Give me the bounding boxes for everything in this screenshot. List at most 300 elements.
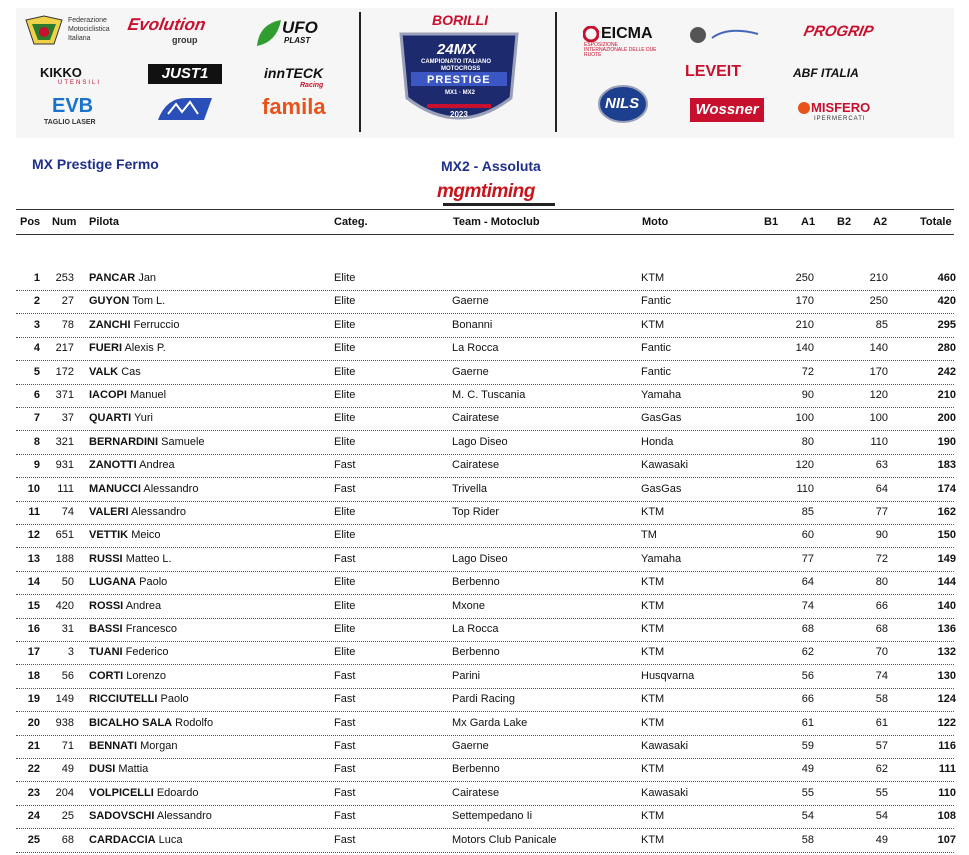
a2-cell: 77 [875, 506, 888, 518]
moto-cell: Kawasaki [641, 786, 689, 799]
a2-cell: 63 [875, 459, 888, 472]
rider-first-name: Alessandro [156, 810, 212, 823]
a2-cell: 70 [875, 646, 888, 659]
rider-last-name: MANUCCI [89, 482, 141, 495]
categ-cell: Fast [334, 810, 356, 823]
rider-first-name: Andrea [139, 459, 175, 472]
a2-cell: 55 [875, 786, 888, 799]
just1-logo: JUST1 [148, 64, 222, 84]
num-cell: 253 [55, 272, 74, 284]
a1-cell: 90 [801, 389, 814, 401]
pos-cell: 3 [33, 318, 40, 331]
pilota-cell [89, 787, 198, 799]
moto-cell: KTM [641, 599, 665, 612]
a1-cell: 80 [801, 435, 814, 448]
categ-cell: Elite [334, 342, 356, 355]
team-cell: Lago Diseo [452, 552, 508, 565]
evb-sub: TAGLIO LASER [44, 119, 96, 126]
num-cell: 3 [67, 646, 74, 659]
a1-cell: 66 [801, 693, 814, 706]
pos-cell: 20 [27, 716, 40, 729]
categ-cell: Fast [334, 833, 356, 846]
pos-cell: 11 [28, 506, 40, 518]
a1-cell: 110 [796, 482, 814, 495]
col-header-a2: A2 [873, 216, 888, 228]
moto-cell: Honda [641, 435, 674, 448]
rider-first-name: Matteo L. [125, 552, 172, 565]
table-row [16, 713, 954, 736]
eicma-sub: ESPOSIZIONE INTERNAZIONALE DELLE DUE RUOTE [584, 42, 657, 58]
rider-first-name: Paolo [160, 693, 189, 706]
rider-last-name: VOLPICELLI [89, 786, 154, 799]
a1-cell: 250 [795, 272, 814, 284]
a2-cell: 62 [875, 763, 888, 776]
a2-cell: 100 [869, 412, 888, 425]
categ-cell: Elite [334, 529, 356, 542]
num-cell: 938 [55, 716, 74, 729]
rider-first-name: Samuele [161, 435, 205, 448]
col-header-num: Num [52, 216, 77, 228]
rider-last-name: BERNARDINI [89, 435, 159, 448]
moto-cell: Kawasaki [641, 459, 689, 472]
moto-cell: Husqvarna [641, 669, 695, 682]
table-row [16, 385, 954, 408]
a2-cell: 57 [875, 740, 888, 752]
categ-cell: Fast [334, 786, 356, 799]
num-cell: 931 [55, 459, 74, 472]
nils-logo: NILS [605, 95, 640, 112]
categ-cell: Elite [334, 365, 356, 378]
moto-cell: KTM [641, 693, 665, 706]
a2-cell: 54 [875, 810, 888, 823]
team-cell: Bonanni [452, 318, 493, 331]
moto-cell: GasGas [641, 482, 682, 495]
totale-cell: 136 [937, 623, 956, 635]
pilota-cell [89, 740, 177, 752]
table-row [16, 408, 954, 431]
pilota-cell [89, 763, 148, 775]
team-cell: Cairatese [452, 459, 500, 472]
header-rule-bottom [16, 234, 954, 235]
a1-cell: 61 [801, 716, 814, 729]
pilota-cell [89, 810, 212, 822]
pilota-cell [89, 389, 166, 401]
badge-classes: MX1 · MX2 [445, 90, 476, 96]
categ-cell: Fast [334, 763, 356, 776]
timing-logo [437, 181, 535, 203]
table-row [16, 736, 954, 759]
moto-cell: Fantic [641, 365, 671, 378]
team-cell: La Rocca [452, 623, 499, 635]
a2-cell: 85 [875, 318, 888, 331]
pilota-cell [89, 670, 166, 682]
totale-cell: 183 [937, 459, 956, 472]
categ-cell: Elite [334, 599, 356, 612]
col-header-totale: Totale [920, 216, 952, 228]
rider-last-name: VETTIK [89, 529, 129, 542]
totale-cell: 132 [937, 646, 956, 659]
table-row [16, 619, 954, 642]
moto-cell: Yamaha [641, 389, 682, 401]
header-rule-top [16, 209, 954, 210]
pos-cell: 23 [27, 786, 40, 799]
a1-cell: 100 [795, 412, 814, 425]
a1-cell: 120 [795, 459, 814, 472]
categ-cell: Fast [334, 693, 356, 706]
a1-cell: 49 [801, 763, 814, 776]
team-cell: Top Rider [452, 506, 500, 518]
num-cell: 74 [61, 506, 74, 518]
a1-cell: 55 [801, 786, 814, 799]
timing-logo-text: mgmtiming [437, 181, 535, 202]
totale-cell: 200 [937, 412, 956, 425]
table-row [16, 642, 954, 665]
table-row [16, 432, 954, 455]
rider-last-name: BENNATI [89, 740, 138, 752]
a1-cell: 77 [801, 552, 814, 565]
moto-cell: Fantic [641, 295, 671, 308]
table-row [16, 268, 954, 291]
team-cell: Mxone [452, 599, 486, 612]
a2-cell: 90 [875, 529, 888, 542]
evolution-sub: group [172, 35, 198, 45]
pilota-cell [89, 529, 161, 541]
num-cell: 50 [61, 576, 74, 589]
a1-cell: 54 [801, 810, 814, 823]
rider-first-name: Meico [131, 529, 161, 542]
pos-cell: 17 [27, 646, 40, 659]
fmi-emblem-icon [24, 14, 64, 48]
rider-first-name: Edoardo [156, 786, 199, 799]
totale-cell: 144 [937, 576, 956, 589]
abf-italia-logo: ABF ITALIA [793, 66, 859, 80]
totale-cell: 150 [937, 529, 956, 542]
totale-cell: 107 [937, 833, 956, 846]
a2-cell: 110 [870, 435, 888, 448]
rider-last-name: VALERI [89, 506, 129, 518]
a1-cell: 56 [801, 669, 814, 682]
a1-cell: 72 [801, 365, 814, 378]
pos-cell: 7 [33, 412, 40, 425]
team-cell: Gaerne [452, 365, 489, 378]
pos-cell: 9 [33, 459, 40, 472]
num-cell: 217 [55, 342, 74, 355]
categ-cell: Elite [334, 646, 356, 659]
fmi-name-line3: Italiana [68, 35, 91, 42]
moto-cell: KTM [641, 810, 665, 823]
totale-cell: 162 [937, 506, 956, 518]
pilota-cell [89, 553, 172, 565]
moto-cell: KTM [641, 833, 665, 846]
pos-cell: 10 [27, 482, 40, 495]
pilota-cell [89, 295, 165, 307]
col-header-team: Team - Motoclub [453, 216, 540, 228]
team-cell: Cairatese [452, 786, 500, 799]
totale-cell: 111 [938, 763, 956, 776]
pilota-cell [89, 506, 186, 518]
moto-cell: KTM [641, 623, 665, 635]
table-row [16, 455, 954, 478]
rider-last-name: ZANCHI [89, 318, 131, 331]
categ-cell: Fast [334, 482, 356, 495]
famila-logo: famila [262, 94, 326, 119]
rider-last-name: PANCAR [89, 272, 136, 284]
rider-last-name: QUARTI [89, 412, 132, 425]
totale-cell: 108 [937, 810, 956, 823]
team-cell: Cairatese [452, 412, 500, 425]
rider-last-name: ZANOTTI [89, 459, 137, 472]
team-cell: Motors Club Panicale [452, 833, 557, 846]
partner-logo-icon [688, 24, 760, 46]
a1-cell: 85 [801, 506, 814, 518]
categ-cell: Elite [334, 435, 356, 448]
table-row [16, 338, 954, 361]
pilota-cell [89, 600, 161, 612]
pos-cell: 25 [27, 833, 40, 846]
moto-cell: KTM [641, 763, 665, 776]
num-cell: 71 [61, 740, 74, 752]
num-cell: 56 [61, 669, 74, 682]
totale-cell: 190 [937, 435, 956, 448]
pos-cell: 12 [27, 529, 40, 542]
pos-cell: 1 [33, 272, 40, 284]
table-row [16, 572, 954, 595]
ufo-leaf-icon [255, 18, 283, 48]
team-cell: Gaerne [452, 295, 489, 308]
moto-cell: KTM [641, 646, 665, 659]
rider-last-name: BICALHO SALA [89, 716, 173, 729]
pos-cell: 6 [33, 389, 40, 401]
eicma-mark-icon [583, 26, 599, 42]
a1-cell: 140 [795, 342, 814, 355]
pos-cell: 22 [27, 763, 40, 776]
rider-last-name: IACOPI [89, 389, 127, 401]
rider-last-name: CARDACCIA [89, 833, 156, 846]
categ-cell: Fast [334, 552, 356, 565]
a2-cell: 170 [869, 365, 888, 378]
table-row [16, 549, 954, 572]
moto-cell: TM [641, 529, 657, 542]
num-cell: 371 [55, 389, 74, 401]
categ-cell: Elite [334, 576, 356, 589]
pilota-cell [89, 646, 168, 658]
categ-cell: Elite [334, 295, 356, 308]
a1-cell: 59 [801, 740, 814, 752]
a2-cell: 61 [875, 716, 888, 729]
moto-cell: GasGas [641, 412, 682, 425]
pilota-cell [89, 576, 167, 588]
table-row [16, 291, 954, 314]
a2-cell: 120 [869, 389, 888, 401]
moto-cell: KTM [641, 272, 665, 284]
totale-cell: 124 [937, 693, 956, 706]
pilota-cell [89, 436, 205, 448]
pos-cell: 19 [27, 693, 40, 706]
pilota-cell [89, 366, 141, 378]
moto-cell: Fantic [641, 342, 671, 355]
num-cell: 204 [55, 786, 74, 799]
pos-cell: 18 [27, 669, 40, 682]
a2-cell: 66 [875, 599, 888, 612]
pos-cell: 2 [33, 295, 40, 308]
table-row [16, 806, 954, 829]
misfero-mark-icon [797, 101, 811, 115]
num-cell: 25 [61, 810, 74, 823]
a1-cell: 210 [795, 318, 814, 331]
evolution-logo: Evolution [126, 15, 208, 34]
team-cell: M. C. Tuscania [452, 389, 526, 401]
moto-cell: KTM [641, 506, 665, 518]
evb-logo: EVB [52, 95, 94, 117]
badge-line2: MOTOCROSS [441, 66, 481, 72]
timing-logo-underline [443, 203, 555, 206]
rider-first-name: Manuel [129, 389, 167, 401]
rider-last-name: GUYON [89, 295, 130, 308]
categ-cell: Fast [334, 716, 356, 729]
pos-cell: 15 [27, 599, 40, 612]
event-title: MX Prestige Fermo [32, 156, 159, 172]
rider-first-name: Francesco [125, 623, 178, 635]
rider-last-name: VALK [89, 365, 119, 378]
rider-first-name: Paolo [139, 576, 168, 589]
num-cell: 49 [61, 763, 74, 776]
categ-cell: Elite [334, 412, 356, 425]
a2-cell: 64 [875, 482, 888, 495]
pilota-cell [89, 693, 189, 705]
rider-first-name: Mattia [118, 763, 149, 776]
rider-first-name: Luca [158, 833, 183, 846]
ufo-sub: PLAST [284, 36, 311, 45]
pos-cell: 13 [27, 552, 40, 565]
team-cell: Parini [452, 669, 481, 682]
fmi-name-line2: Motociclistica [68, 26, 110, 33]
moto-cell: KTM [641, 576, 665, 589]
pos-cell: 4 [33, 342, 40, 355]
rider-last-name: BASSI [89, 623, 123, 635]
table-row [16, 502, 954, 525]
totale-cell: 210 [937, 389, 956, 401]
a2-cell: 80 [875, 576, 888, 589]
rider-first-name: Alessandro [143, 482, 199, 495]
table-row [16, 525, 954, 548]
kikko-logo: KIKKO [40, 65, 82, 80]
badge-prestige: PRESTIGE [427, 74, 491, 86]
rider-first-name: Morgan [140, 740, 178, 752]
categ-cell: Fast [334, 669, 356, 682]
num-cell: 78 [61, 318, 74, 331]
num-cell: 651 [55, 529, 74, 542]
col-header-categ: Categ. [334, 216, 368, 228]
a2-cell: 74 [875, 669, 888, 682]
badge-year: 2023 [450, 110, 468, 119]
pilota-cell [89, 319, 179, 331]
a1-cell: 60 [801, 529, 814, 542]
rider-first-name: Ferruccio [133, 318, 180, 331]
col-header-a1: A1 [801, 216, 816, 228]
misfero-sub: IPERMERCATI [814, 116, 866, 122]
divider-right [555, 12, 557, 132]
team-cell: Trivella [452, 482, 488, 495]
rider-last-name: RICCIUTELLI [89, 693, 158, 706]
a2-cell: 72 [875, 552, 888, 565]
fmi-name-line1: Federazione [68, 17, 107, 24]
badge-line1: CAMPIONATO ITALIANO [421, 59, 491, 65]
rider-last-name: SADOVSCHI [89, 810, 155, 823]
rider-first-name: Tom L. [132, 295, 166, 308]
totale-cell: 122 [937, 716, 956, 729]
pilota-cell [89, 459, 175, 471]
totale-cell: 149 [937, 552, 956, 565]
pos-cell: 21 [27, 740, 40, 752]
rider-last-name: FUERI [89, 342, 122, 355]
pilota-cell [89, 412, 153, 424]
rider-first-name: Lorenzo [126, 669, 167, 682]
misfero-logo: MISFERO [811, 100, 871, 115]
col-header-b1: B1 [764, 216, 779, 228]
borilli-logo: BORILLI [432, 12, 488, 28]
pilota-cell [89, 717, 213, 729]
wossner-logo: Wossner [690, 98, 764, 122]
moto-cell: Yamaha [641, 552, 682, 565]
col-header-b2: B2 [837, 216, 852, 228]
rider-first-name: Jan [138, 272, 157, 284]
totale-cell: 130 [937, 669, 956, 682]
rider-first-name: Andrea [125, 599, 162, 612]
table-row [16, 830, 954, 853]
a1-cell: 68 [801, 623, 814, 635]
categ-cell: Elite [334, 623, 356, 635]
team-cell: Berbenno [452, 576, 500, 589]
eicma-logo: EICMA [601, 25, 653, 42]
moto-cell: KTM [641, 716, 665, 729]
rider-first-name: Alessandro [130, 506, 187, 518]
a1-cell: 62 [801, 646, 814, 659]
a1-cell: 58 [801, 833, 814, 846]
rider-last-name: TUANI [89, 646, 123, 659]
leveit-logo: LEVEIT [685, 63, 742, 80]
totale-cell: 140 [937, 599, 956, 612]
totale-cell: 110 [938, 786, 956, 799]
num-cell: 111 [57, 482, 74, 495]
num-cell: 149 [55, 693, 74, 706]
col-header-moto: Moto [642, 216, 669, 228]
totale-cell: 280 [937, 342, 956, 355]
categ-cell: Fast [334, 740, 356, 752]
pos-cell: 8 [33, 435, 40, 448]
motoclub-logo-icon [156, 94, 214, 126]
a2-cell: 140 [869, 342, 888, 355]
rider-last-name: ROSSI [89, 599, 124, 612]
rider-last-name: DUSI [89, 763, 116, 776]
a2-cell: 58 [875, 693, 888, 706]
totale-cell: 460 [937, 272, 956, 284]
pilota-cell [89, 623, 177, 635]
a2-cell: 68 [875, 623, 888, 635]
table-row [16, 759, 954, 782]
pilota-cell [89, 834, 183, 846]
moto-cell: Kawasaki [641, 740, 689, 752]
a2-cell: 49 [875, 833, 888, 846]
rider-last-name: CORTI [89, 669, 124, 682]
divider-left [359, 12, 361, 132]
num-cell: 172 [55, 365, 74, 378]
categ-cell: Elite [334, 389, 356, 401]
table-row [16, 666, 954, 689]
num-cell: 188 [55, 552, 74, 565]
moto-cell: KTM [641, 318, 665, 331]
pilota-cell [89, 483, 198, 495]
num-cell: 27 [61, 295, 74, 308]
